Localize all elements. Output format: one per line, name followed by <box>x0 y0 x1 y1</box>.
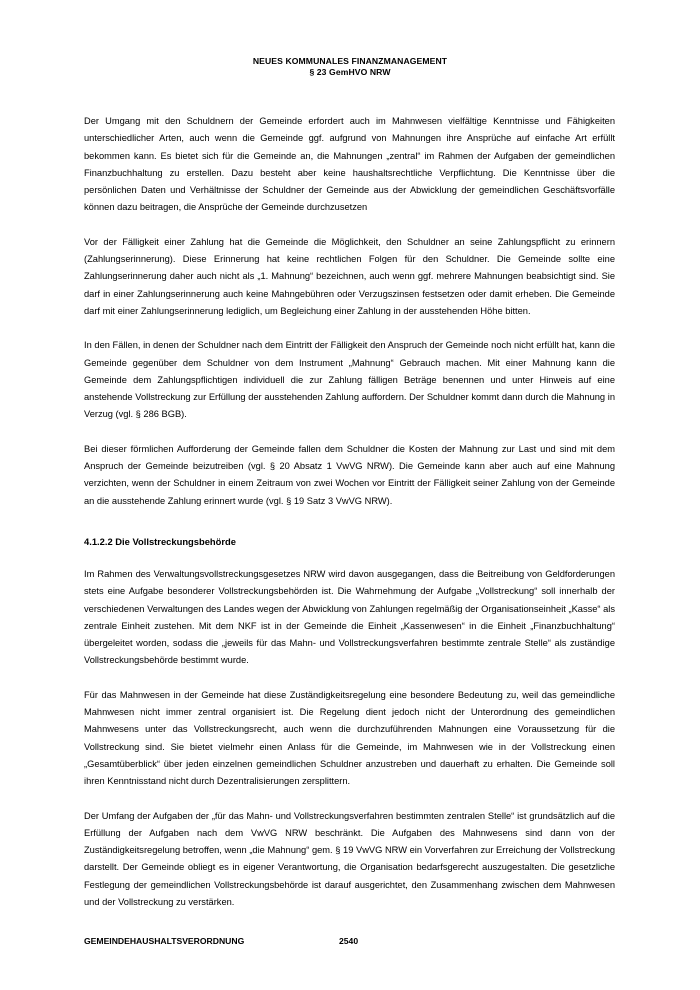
header-subtitle: § 23 GemHVO NRW <box>309 67 391 77</box>
page-number: 2540 <box>339 936 359 946</box>
paragraph: Im Rahmen des Verwaltungsvollstreckungsgesetzes NRW wird davon ausgegangen, dass die Beitreibung von Geldforderungen stets eine Aufgabe besonderer Vollstreckungsbehörden ist. Die Wahrnehmung der Aufgabe „Vollstreckung“ soll innerhalb der verschiedenen Verwaltungen des Landes wegen der Abwicklung von Zahlungen regelmäßig der Organisationseinheit „Kasse“ als zentrale Einheit zustehen. Mit dem NKF ist in der Gemeinde die Einheit „Kassenwesen“ in die Einheit „Finanzbuchhaltung“ übergeleitet worden, sodass die „jeweils für das Mahn- und Vollstreckungsverfahren bestimmte zentrale Stelle“ als zuständige Vollstreckungsbehörde bestimmt wurde. <box>84 568 615 666</box>
paragraph: Der Umgang mit den Schuldnern der Gemeinde erfordert auch im Mahnwesen vielfältige Kenntnisse und Fähigkeiten unterschiedlicher Arten, auch wenn die Gemeinde ggf. aufgrund von Mahnungen ihre Ansprüche auf einfache Art erfüllt bekommen kann. Es bietet sich für die Gemeinde an, die Mahnungen „zentral“ im Rahmen der Aufgaben der gemeindlichen Finanzbuchhaltung zu erstellen. Dazu besteht aber keine haushaltsrechtliche Verpflichtung. Die Kenntnisse über die persönlichen Daten und Verhältnisse der Schuldner der Gemeinde aus der Abwicklung der gemeindlichen Geschäftsvorfälle können dazu beitragen, die Ansprüche der Gemeinde durchzusetzen <box>84 116 615 213</box>
footer-title: GEMEINDEHAUSHALTSVERORDNUNG <box>84 936 245 946</box>
paragraph: In den Fällen, in denen der Schuldner nach dem Eintritt der Fälligkeit den Anspruch der Gemeinde noch nicht erfüllt hat, kann die Gemeinde gegenüber dem Schuldner von dem Instrument „Mahnung“ Gebrauch machen. Mit einer Mahnung kann die Gemeinde dem Zahlungspflichtigen individuell die zur Zahlung fälligen Beträge benennen und unter Hinweis auf eine anstehende Vollstreckung zur Erfüllung der ausstehenden Zahlung auffordern. Der Schuldner kommt dann durch die Mahnung in Verzug (vgl. § 286 BGB). <box>84 340 615 420</box>
paragraph: Vor der Fälligkeit einer Zahlung hat die Gemeinde die Möglichkeit, den Schuldner an seine Zahlungspflicht zu erinnern (Zahlungserinnerung). Diese Erinnerung hat keine rechtlichen Folgen für den Schuldner. Die Gemeinde sollte eine Zahlungserinnerung daher auch nicht als „1. Mahnung“ bezeichnen, auch wenn ggf. mehrere Mahnungen beabsichtigt sind. Sie darf in einer Zahlungserinnerung auch keine Mahngebühren oder Verzugszinsen festsetzen oder damit erheben. Die Gemeinde darf mit einer Zahlungserinnerung lediglich, um Begleichung einer Zahlung in der ausstehenden Höhe bitten. <box>84 236 615 316</box>
document-body <box>84 113 615 911</box>
paragraph: Für das Mahnwesen in der Gemeinde hat diese Zuständigkeitsregelung eine besondere Bedeutung zu, weil das gemeindliche Mahnwesen nicht immer zentral organisiert ist. Die Regelung dient jedoch nicht der Unterordnung des gemeindlichen Mahnwesens unter das Vollstreckungsrecht, auch wenn die durchzuführenden Mahnungen eine Voraussetzung für die Vollstreckung sind. Sie bietet vielmehr einen Anlass für die Gemeinde, im Mahnwesen wie in der Vollstreckung einen „Gesamtüberblick“ über jeden einzelnen gemeindlichen Schuldner anzustreben und dauerhaft zu erhalten. Die Gemeinde soll ihren Kenntnisstand nicht durch Dezentralisierungen zersplittern. <box>84 689 615 787</box>
paragraph: Bei dieser förmlichen Aufforderung der Gemeinde fallen dem Schuldner die Kosten der Mahnung zur Last und sind mit dem Anspruch der Gemeinde beizutreiben (vgl. § 20 Absatz 1 VwVG NRW). Die Gemeinde kann aber auch auf eine Mahnung verzichten, wenn der Schuldner in einem Zeitraum von zwei Wochen vor Eintritt der Fälligkeit seiner Zahlung von der Gemeinde an die ausstehende Zahlung erinnert wurde (vgl. § 19 Satz 3 VwVG NRW). <box>84 443 615 506</box>
section-heading: 4.1.2.2 Die Vollstreckungsbehörde <box>84 535 236 547</box>
paragraph: Der Umfang der Aufgaben der „für das Mahn- und Vollstreckungsverfahren bestimmten zentralen Stelle“ ist grundsätzlich auf die Erfüllung der Aufgaben nach dem VwVG NRW beschränkt. Die Aufgaben des Mahnwesens sind dann von der Zuständigkeitsregelung betroffen, wenn „die Mahnung“ gem. § 19 VwVG NRW ein Vorverfahren zur Erreichung der Vollstreckung darstellt. Der Gemeinde obliegt es in eigener Verantwortung, die Organisation bedarfsgerecht auszugestalten. Die gesetzliche Festlegung der gemeindlichen Vollstreckungsbehörde ist darauf ausgerichtet, den Zusammenhang zwischen dem Mahnwesen und der Vollstreckung zu verstärken. <box>84 810 615 907</box>
header-title: NEUES KOMMUNALES FINANZMANAGEMENT <box>252 56 448 66</box>
page-header <box>0 56 700 78</box>
